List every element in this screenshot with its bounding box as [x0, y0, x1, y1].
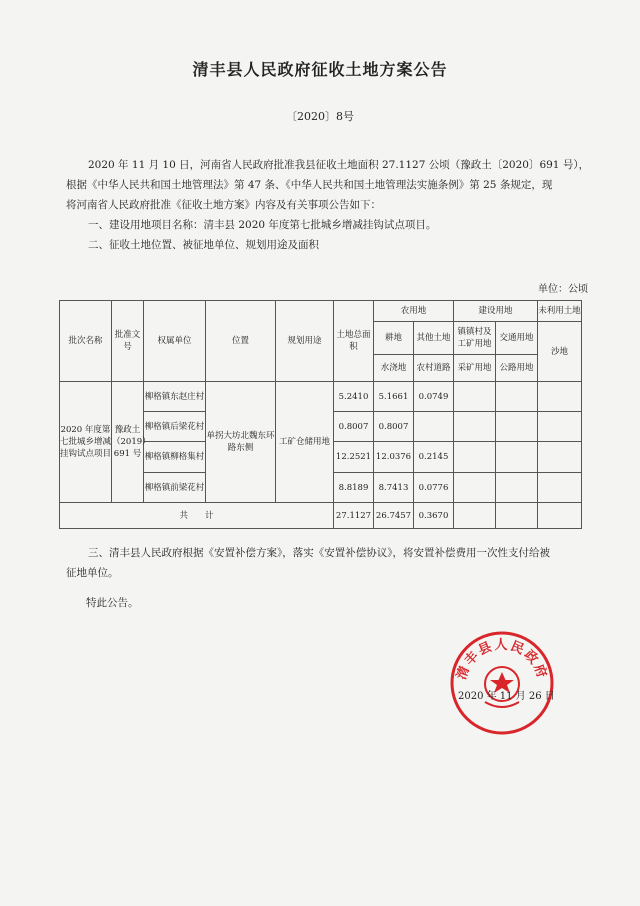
empty-cell	[454, 473, 496, 503]
header-sand: 沙地	[538, 322, 582, 382]
unit-label: 单位：公顷	[538, 284, 588, 295]
header-transport: 交通用地	[496, 322, 538, 355]
page-title: 清丰县人民政府征收土地方案公告	[192, 60, 448, 79]
total-cell: 8.8189	[334, 473, 374, 503]
rural-road-cell: 0.0749	[414, 382, 454, 412]
total-area-cell: 27.1127	[334, 503, 374, 529]
owner-cell: 柳格镇柳格集村	[144, 442, 206, 473]
owner-cell: 柳格镇前梁花村	[144, 473, 206, 503]
empty-cell	[538, 503, 582, 529]
empty-cell	[496, 503, 538, 529]
empty-cell	[496, 412, 538, 442]
paddy-cell: 12.0376	[374, 442, 414, 473]
header-owner: 权属单位	[144, 301, 206, 382]
batch-name-cell: 2020 年度第七批城乡增减挂钩试点项目	[60, 382, 112, 503]
header-paddy: 水浇地	[374, 355, 414, 382]
empty-cell	[538, 442, 582, 473]
item3-line1: 三、清丰县人民政府根据《安置补偿方案》，落实《安置补偿协议》，将安置补偿费用一次性支付给被	[88, 547, 550, 559]
total-row	[60, 503, 582, 529]
total-cell: 0.8007	[334, 412, 374, 442]
empty-cell	[454, 382, 496, 412]
use-cell: 工矿仓储用地	[276, 382, 334, 503]
issue-date: 2020 年 11 月 26 日	[458, 691, 555, 702]
empty-cell	[496, 382, 538, 412]
item3-line2: 征地单位。	[66, 567, 119, 579]
table-row	[60, 382, 582, 412]
rural-road-cell	[414, 412, 454, 442]
paddy-cell: 5.1661	[374, 382, 414, 412]
header-farmland: 农用地	[374, 301, 454, 322]
header-use: 规划用途	[276, 301, 334, 382]
empty-cell	[538, 412, 582, 442]
paddy-cell: 0.8007	[374, 412, 414, 442]
empty-cell	[538, 473, 582, 503]
para1-line2: 根据《中华人民共和国土地管理法》第 47 条、《中华人民共和国土地管理法实施条例》第 25 条规定，现	[66, 179, 553, 191]
announcement-body	[66, 155, 606, 255]
document-number: 〔2020〕8号	[286, 110, 354, 123]
owner-cell: 柳格镇后梁花村	[144, 412, 206, 442]
total-paddy-cell: 26.7457	[374, 503, 414, 529]
rural-road-cell: 0.0776	[414, 473, 454, 503]
header-other-farm: 其他土地	[414, 322, 454, 355]
empty-cell	[454, 412, 496, 442]
empty-cell	[496, 473, 538, 503]
header-road: 公路用地	[496, 355, 538, 382]
item-1: 一、建设用地项目名称：清丰县 2020 年度第七批城乡增减挂钩试点项目。	[88, 219, 437, 231]
header-unused: 未利用土地	[538, 301, 582, 322]
location-cell: 单拐大坊北魏东环路东侧	[206, 382, 276, 503]
header-batch: 批次名称	[60, 301, 112, 382]
para1-line1: 2020 年 11 月 10 日，河南省人民政府批准我县征收土地面积 27.1127 公顷（豫政土〔2020〕691 号），	[88, 159, 590, 171]
total-label: 共 计	[60, 503, 334, 529]
rural-road-cell: 0.2145	[414, 442, 454, 473]
para1-line3: 将河南省人民政府批准《征收土地方案》内容及有关事项公告如下：	[66, 199, 381, 211]
header-location: 位置	[206, 301, 276, 382]
seal-text: 清丰县人民政府	[454, 638, 550, 682]
official-seal-icon	[447, 628, 557, 738]
item-2: 二、征收土地位置、被征地单位、规划用途及面积	[88, 239, 319, 251]
header-cultivated: 耕地	[374, 322, 414, 355]
header-mining: 采矿用地	[454, 355, 496, 382]
header-total-area: 土地总面积	[334, 301, 374, 382]
empty-cell	[454, 503, 496, 529]
header-town-village: 镇镇村及工矿用地	[454, 322, 496, 355]
empty-cell	[538, 382, 582, 412]
empty-cell	[496, 442, 538, 473]
empty-cell	[454, 442, 496, 473]
total-rural-road-cell: 0.3670	[414, 503, 454, 529]
header-approval: 批准文号	[112, 301, 144, 382]
approval-no-cell: 豫政土（2019）691 号	[112, 382, 144, 503]
land-table	[59, 300, 582, 529]
total-cell: 5.2410	[334, 382, 374, 412]
owner-cell: 柳格镇东赵庄村	[144, 382, 206, 412]
header-rural-road: 农村道路	[414, 355, 454, 382]
header-construction: 建设用地	[454, 301, 538, 322]
total-cell: 12.2521	[334, 442, 374, 473]
item-3	[66, 543, 606, 583]
closing-text: 特此公告。	[86, 597, 139, 609]
paddy-cell: 8.7413	[374, 473, 414, 503]
